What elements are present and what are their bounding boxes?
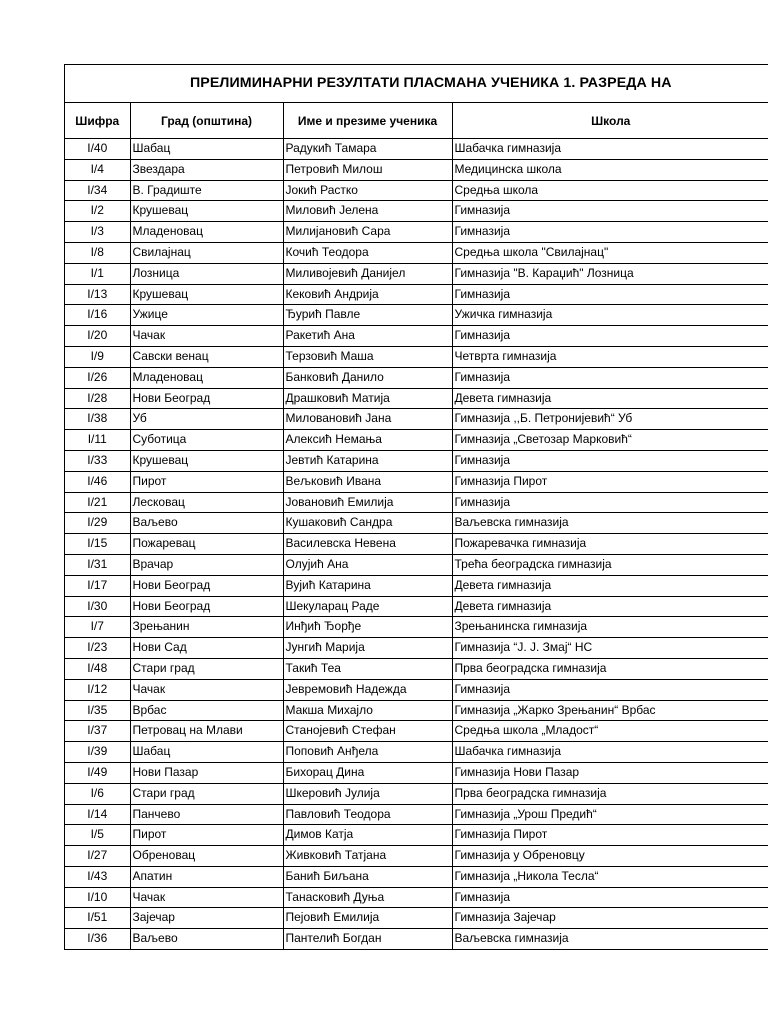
table-body <box>65 139 768 950</box>
cell-student-name: Ракетић Ана <box>283 326 452 347</box>
table-row <box>65 846 768 867</box>
cell-student-name: Пантелић Богдан <box>283 929 452 950</box>
cell-school: Гимназија <box>452 222 768 243</box>
cell-city: Нови Београд <box>130 388 283 409</box>
table-row <box>65 471 768 492</box>
cell-student-name: Шекуларац Раде <box>283 596 452 617</box>
cell-school: Гимназија <box>452 201 768 222</box>
table-row <box>65 534 768 555</box>
table-row <box>65 263 768 284</box>
table-row <box>65 887 768 908</box>
cell-city: Пожаревац <box>130 534 283 555</box>
cell-school: Гимназија „Жарко Зрењанин“ Врбас <box>452 700 768 721</box>
cell-city: Врачар <box>130 554 283 575</box>
table-row <box>65 180 768 201</box>
cell-city: Лозница <box>130 263 283 284</box>
table-row <box>65 804 768 825</box>
cell-code: I/3 <box>65 222 130 243</box>
cell-student-name: Инђић Ђорђе <box>283 617 452 638</box>
cell-city: Лесковац <box>130 492 283 513</box>
cell-city: Пирот <box>130 471 283 492</box>
table-row <box>65 450 768 471</box>
cell-code: I/26 <box>65 367 130 388</box>
cell-city: Крушевац <box>130 284 283 305</box>
cell-city: Нови Београд <box>130 596 283 617</box>
cell-city: Свилајнац <box>130 242 283 263</box>
cell-city: Уб <box>130 409 283 430</box>
cell-school: Гимназија <box>452 492 768 513</box>
table-row <box>65 700 768 721</box>
cell-school: Ваљевска гимназија <box>452 513 768 534</box>
cell-code: I/21 <box>65 492 130 513</box>
cell-code: I/33 <box>65 450 130 471</box>
cell-school: Зрењанинска гимназија <box>452 617 768 638</box>
cell-school: Гимназија <box>452 326 768 347</box>
cell-school: Ужичка гимназија <box>452 305 768 326</box>
cell-code: I/4 <box>65 159 130 180</box>
cell-code: I/31 <box>65 554 130 575</box>
cell-code: I/13 <box>65 284 130 305</box>
cell-student-name: Јокић Растко <box>283 180 452 201</box>
table-row <box>65 388 768 409</box>
table-row <box>65 575 768 596</box>
cell-student-name: Јунгић Марија <box>283 638 452 659</box>
cell-code: I/20 <box>65 326 130 347</box>
cell-student-name: Живковић Татјана <box>283 846 452 867</box>
cell-school: Гимназија <box>452 679 768 700</box>
table-row <box>65 430 768 451</box>
cell-code: I/12 <box>65 679 130 700</box>
column-header-student: Име и презиме ученика <box>283 103 452 139</box>
table-row <box>65 783 768 804</box>
cell-student-name: Олујић Ана <box>283 554 452 575</box>
cell-student-name: Василевска Невена <box>283 534 452 555</box>
cell-code: I/28 <box>65 388 130 409</box>
cell-city: Ужице <box>130 305 283 326</box>
cell-city: Шабац <box>130 742 283 763</box>
cell-code: I/11 <box>65 430 130 451</box>
cell-student-name: Пејовић Емилија <box>283 908 452 929</box>
cell-city: Панчево <box>130 804 283 825</box>
cell-student-name: Ђурић Павле <box>283 305 452 326</box>
cell-student-name: Кочић Теодора <box>283 242 452 263</box>
cell-code: I/40 <box>65 139 130 160</box>
cell-student-name: Драшковић Матија <box>283 388 452 409</box>
table-row <box>65 825 768 846</box>
cell-code: I/37 <box>65 721 130 742</box>
cell-school: Шабачка гимназија <box>452 742 768 763</box>
cell-school: Гимназија Пирот <box>452 825 768 846</box>
cell-city: Шабац <box>130 139 283 160</box>
table-row <box>65 762 768 783</box>
cell-code: I/39 <box>65 742 130 763</box>
cell-school: Гимназија <box>452 367 768 388</box>
cell-school: Гимназија у Обреновцу <box>452 846 768 867</box>
title-row <box>65 65 768 103</box>
cell-city: Младеновац <box>130 222 283 243</box>
cell-code: I/27 <box>65 846 130 867</box>
cell-code: I/46 <box>65 471 130 492</box>
cell-city: Чачак <box>130 887 283 908</box>
cell-code: I/10 <box>65 887 130 908</box>
cell-city: Савски венац <box>130 346 283 367</box>
table-row <box>65 284 768 305</box>
cell-code: I/48 <box>65 658 130 679</box>
cell-school: Гимназија Зајечар <box>452 908 768 929</box>
column-header-school: Школа <box>452 103 768 139</box>
cell-student-name: Такић Теа <box>283 658 452 679</box>
cell-city: Зајечар <box>130 908 283 929</box>
cell-student-name: Банић Биљана <box>283 866 452 887</box>
cell-city: Врбас <box>130 700 283 721</box>
results-sheet <box>64 64 768 950</box>
cell-city: В. Градиште <box>130 180 283 201</box>
cell-city: Крушевац <box>130 201 283 222</box>
cell-city: Обреновац <box>130 846 283 867</box>
cell-student-name: Димов Катја <box>283 825 452 846</box>
cell-school: Гимназија Пирот <box>452 471 768 492</box>
cell-school: Прва београдска гимназија <box>452 783 768 804</box>
cell-school: Средња школа <box>452 180 768 201</box>
table-row <box>65 929 768 950</box>
table-row <box>65 596 768 617</box>
table-row <box>65 721 768 742</box>
table-row <box>65 908 768 929</box>
cell-city: Зрењанин <box>130 617 283 638</box>
cell-school: Гимназија „Светозар Марковић“ <box>452 430 768 451</box>
cell-student-name: Кушаковић Сандра <box>283 513 452 534</box>
cell-student-name: Станојевић Стефан <box>283 721 452 742</box>
table-row <box>65 866 768 887</box>
cell-student-name: Петровић Милош <box>283 159 452 180</box>
table-row <box>65 742 768 763</box>
cell-code: I/7 <box>65 617 130 638</box>
column-header-city: Град (општина) <box>130 103 283 139</box>
table-row <box>65 139 768 160</box>
table-row <box>65 617 768 638</box>
cell-code: I/17 <box>65 575 130 596</box>
results-table <box>65 103 768 950</box>
cell-code: I/51 <box>65 908 130 929</box>
cell-code: I/8 <box>65 242 130 263</box>
cell-student-name: Банковић Данило <box>283 367 452 388</box>
cell-school: Девета гимназија <box>452 575 768 596</box>
cell-city: Стари град <box>130 658 283 679</box>
cell-school: Прва београдска гимназија <box>452 658 768 679</box>
cell-code: I/35 <box>65 700 130 721</box>
cell-city: Младеновац <box>130 367 283 388</box>
cell-code: I/30 <box>65 596 130 617</box>
cell-school: Гимназија "В. Караџић" Лозница <box>452 263 768 284</box>
cell-city: Звездара <box>130 159 283 180</box>
cell-student-name: Јевтић Катарина <box>283 450 452 471</box>
cell-student-name: Радукић Тамара <box>283 139 452 160</box>
cell-school: Средња школа „Младост“ <box>452 721 768 742</box>
cell-code: I/1 <box>65 263 130 284</box>
cell-code: I/43 <box>65 866 130 887</box>
table-row <box>65 222 768 243</box>
cell-student-name: Макша Михајло <box>283 700 452 721</box>
cell-student-name: Миловановић Јана <box>283 409 452 430</box>
cell-student-name: Миловић Јелена <box>283 201 452 222</box>
cell-student-name: Јевремовић Надежда <box>283 679 452 700</box>
table-row <box>65 367 768 388</box>
cell-code: I/34 <box>65 180 130 201</box>
cell-student-name: Павловић Теодора <box>283 804 452 825</box>
cell-student-name: Танасковић Дуња <box>283 887 452 908</box>
cell-city: Нови Београд <box>130 575 283 596</box>
cell-code: I/38 <box>65 409 130 430</box>
cell-code: I/49 <box>65 762 130 783</box>
cell-student-name: Миливојевић Данијел <box>283 263 452 284</box>
cell-school: Гимназија ,,Б. Петронијевић“ Уб <box>452 409 768 430</box>
table-row <box>65 346 768 367</box>
cell-school: Шабачка гимназија <box>452 139 768 160</box>
table-row <box>65 554 768 575</box>
cell-school: Девета гимназија <box>452 596 768 617</box>
cell-code: I/6 <box>65 783 130 804</box>
cell-student-name: Вујић Катарина <box>283 575 452 596</box>
table-row <box>65 305 768 326</box>
cell-code: I/9 <box>65 346 130 367</box>
cell-student-name: Бихорац Дина <box>283 762 452 783</box>
cell-student-name: Терзовић Маша <box>283 346 452 367</box>
cell-code: I/29 <box>65 513 130 534</box>
cell-code: I/2 <box>65 201 130 222</box>
table-row <box>65 492 768 513</box>
cell-city: Пирот <box>130 825 283 846</box>
cell-student-name: Шкеровић Јулија <box>283 783 452 804</box>
cell-student-name: Јовановић Емилија <box>283 492 452 513</box>
cell-school: Гимназија „Урош Предић“ <box>452 804 768 825</box>
table-row <box>65 326 768 347</box>
cell-code: I/16 <box>65 305 130 326</box>
cell-code: I/14 <box>65 804 130 825</box>
column-header-code: Шифра <box>65 103 130 139</box>
table-row <box>65 242 768 263</box>
cell-student-name: Вељковић Ивана <box>283 471 452 492</box>
cell-school: Пожаревачка гимназија <box>452 534 768 555</box>
cell-school: Гимназија Нови Пазар <box>452 762 768 783</box>
cell-school: Гимназија <box>452 887 768 908</box>
cell-city: Чачак <box>130 326 283 347</box>
cell-student-name: Поповић Анђела <box>283 742 452 763</box>
cell-city: Нови Сад <box>130 638 283 659</box>
cell-code: I/23 <box>65 638 130 659</box>
table-row <box>65 679 768 700</box>
cell-city: Апатин <box>130 866 283 887</box>
cell-school: Гимназија “J. J. Змај“ НС <box>452 638 768 659</box>
cell-school: Гимназија „Никола Тесла“ <box>452 866 768 887</box>
cell-code: I/5 <box>65 825 130 846</box>
cell-school: Трећа београдска гимназија <box>452 554 768 575</box>
cell-city: Суботица <box>130 430 283 451</box>
cell-city: Ваљево <box>130 513 283 534</box>
table-row <box>65 638 768 659</box>
table-row <box>65 201 768 222</box>
cell-city: Нови Пазар <box>130 762 283 783</box>
table-row <box>65 409 768 430</box>
cell-code: I/36 <box>65 929 130 950</box>
cell-city: Чачак <box>130 679 283 700</box>
cell-city: Крушевац <box>130 450 283 471</box>
cell-school: Средња школа "Свилајнац" <box>452 242 768 263</box>
cell-city: Стари град <box>130 783 283 804</box>
cell-school: Медицинска школа <box>452 159 768 180</box>
cell-student-name: Кековић Андрија <box>283 284 452 305</box>
cell-code: I/15 <box>65 534 130 555</box>
cell-city: Ваљево <box>130 929 283 950</box>
cell-school: Ваљевска гимназија <box>452 929 768 950</box>
cell-school: Гимназија <box>452 284 768 305</box>
table-row <box>65 658 768 679</box>
table-header-row <box>65 103 768 139</box>
cell-school: Гимназија <box>452 450 768 471</box>
cell-school: Четврта гимназија <box>452 346 768 367</box>
cell-school: Девета гимназија <box>452 388 768 409</box>
cell-city: Петровац на Млави <box>130 721 283 742</box>
table-row <box>65 513 768 534</box>
table-row <box>65 159 768 180</box>
cell-student-name: Алексић Немања <box>283 430 452 451</box>
sheet-title: ПРЕЛИМИНАРНИ РЕЗУЛТАТИ ПЛАСМАНА УЧЕНИКА 1. РАЗРЕДА НА <box>190 75 672 91</box>
cell-student-name: Милијановић Сара <box>283 222 452 243</box>
